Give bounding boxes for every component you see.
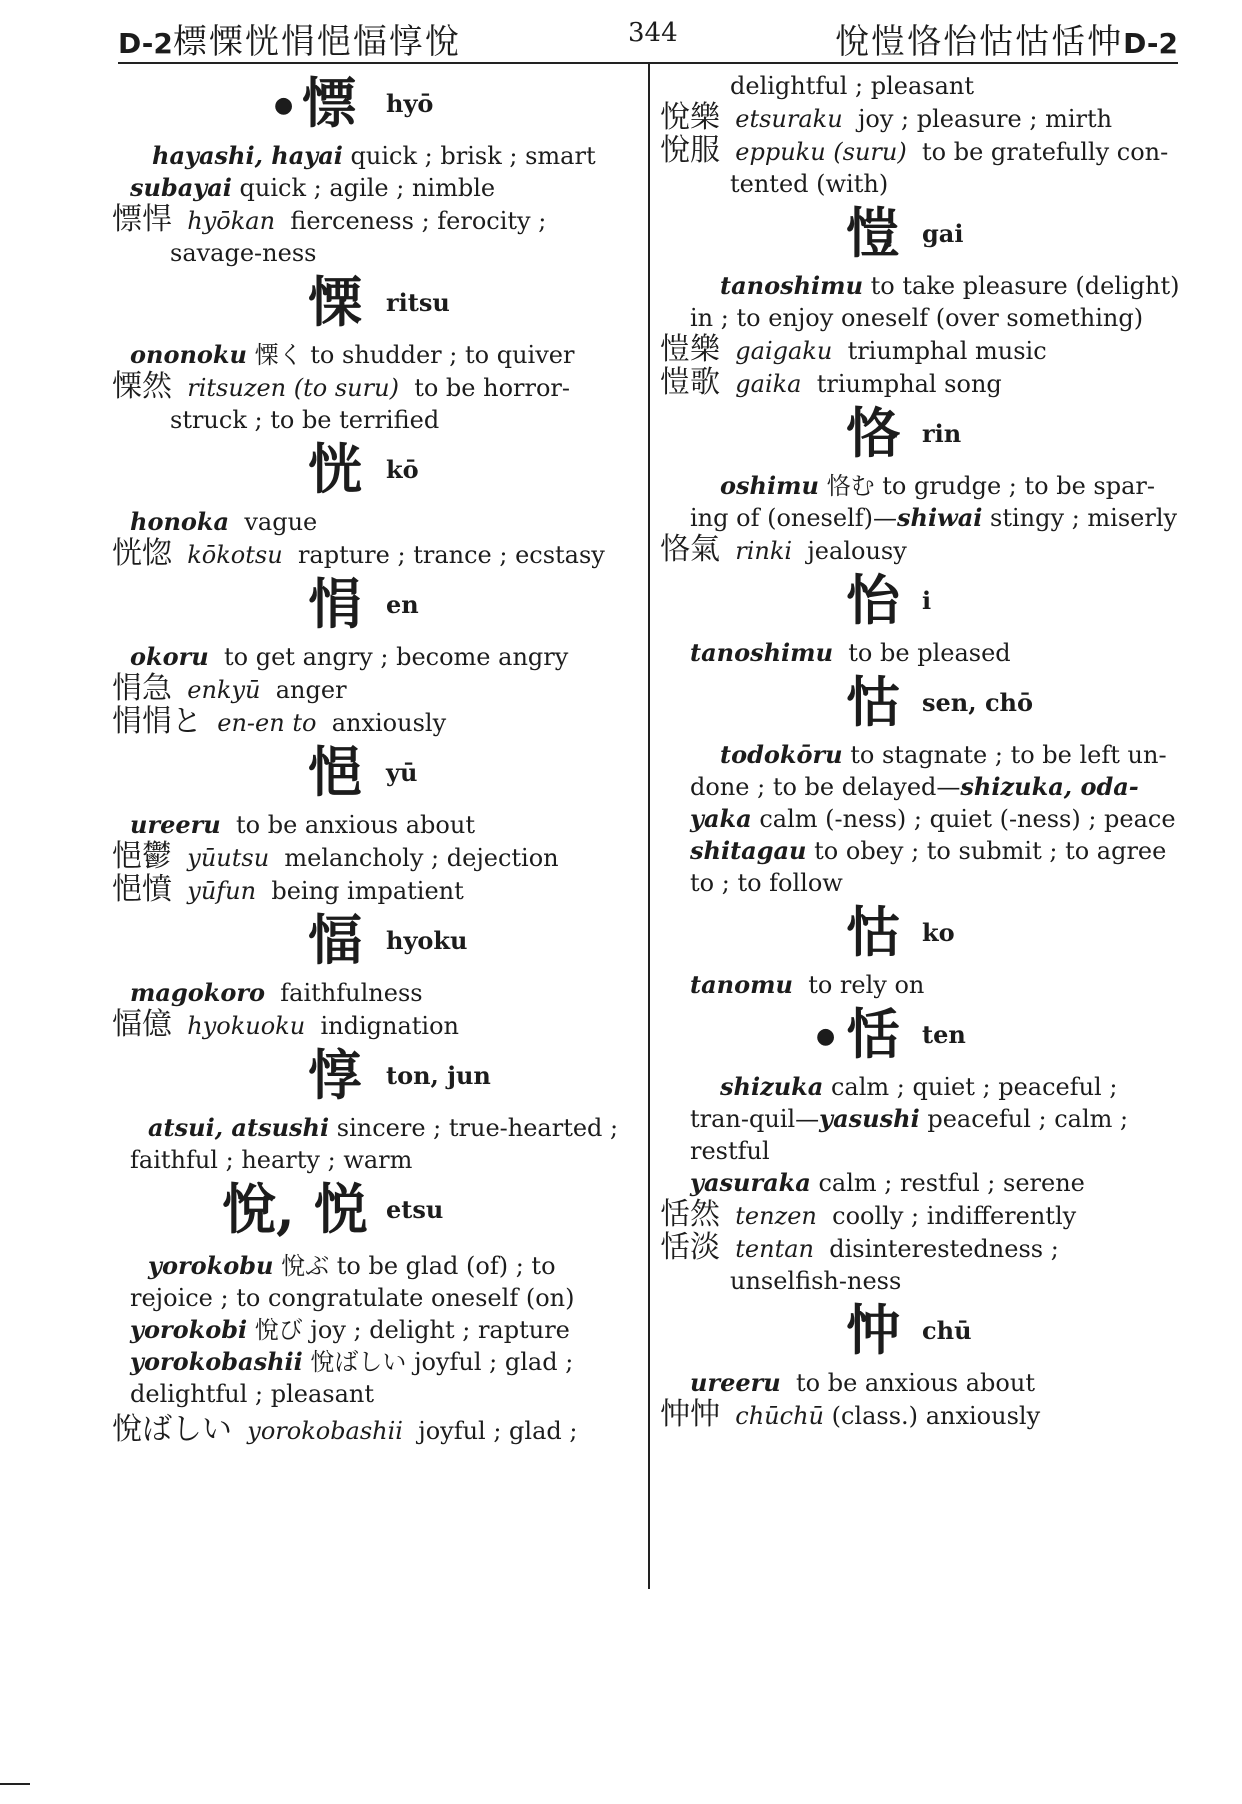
headword-kanji: 恍 bbox=[308, 437, 362, 501]
entry-line bbox=[112, 809, 632, 841]
entry-text: stingy ; miserly bbox=[990, 504, 1178, 532]
entry-text: calm (-ness) ; quiet (-ness) ; peace bbox=[759, 805, 1176, 833]
entry-line bbox=[660, 1367, 1180, 1399]
entry-line bbox=[660, 739, 1180, 835]
entry-text: 慓悍 bbox=[112, 202, 172, 237]
headword-kanji: 怡 bbox=[846, 568, 900, 632]
entry-text: etsuraku bbox=[735, 105, 843, 133]
entry-line bbox=[660, 1167, 1180, 1199]
entry-text: 悅服 bbox=[660, 133, 720, 168]
header-left-kanji: 標慄恍悁悒愊惇悅 bbox=[172, 22, 461, 62]
headword-romaji: gai bbox=[922, 219, 964, 248]
entry-text: to stagnate ; to be left un-done ; to be delayed— bbox=[690, 741, 1167, 801]
headword-kanji: 忡 bbox=[846, 1298, 900, 1362]
headword-kanji: 悅, 悦 bbox=[222, 1177, 368, 1241]
entry-text: anxiously bbox=[331, 709, 447, 737]
entry-text: 忡忡 bbox=[660, 1397, 720, 1432]
entry-text: anger bbox=[275, 676, 347, 704]
entry-text: to be glad (of) ; to rejoice ; to congratulate oneself (on) bbox=[130, 1252, 575, 1312]
entry-text: honoka bbox=[130, 507, 230, 536]
right-column bbox=[660, 70, 1180, 1432]
column-divider bbox=[648, 64, 650, 1589]
entry-line bbox=[112, 977, 632, 1009]
entry-text: yasushi bbox=[819, 1104, 920, 1133]
compound-entry bbox=[660, 1199, 1180, 1232]
entry-text: atsui, atsushi bbox=[148, 1113, 330, 1142]
entry-text: to be anxious about bbox=[796, 1369, 1035, 1397]
headword-ten bbox=[660, 1001, 1180, 1071]
entry-text: shizuka, oda-yaka bbox=[690, 772, 1139, 833]
entry-text: faithfulness bbox=[280, 979, 423, 1007]
headword-hyoku bbox=[112, 907, 632, 977]
entry-line bbox=[112, 1314, 632, 1346]
entry-text: being impatient bbox=[271, 877, 464, 905]
entry-text: 慄く bbox=[254, 341, 303, 369]
headword-kanji: 慄 bbox=[308, 270, 362, 334]
bullet-icon: ● bbox=[816, 1024, 836, 1049]
headword-kanji: 恪 bbox=[846, 401, 900, 465]
entry-text: fierceness ; ferocity ; savage-ness bbox=[170, 207, 547, 267]
compound-entry bbox=[112, 706, 632, 739]
entry-line bbox=[660, 969, 1180, 1001]
headword-romaji: ton, jun bbox=[386, 1061, 491, 1090]
entry-text: 悅ぶ bbox=[281, 1252, 330, 1280]
headword-romaji: kō bbox=[386, 455, 419, 484]
entry-text: tentan bbox=[735, 1235, 814, 1263]
entry-text: 恪氣 bbox=[660, 532, 720, 567]
headword-romaji: en bbox=[386, 590, 419, 619]
headword-romaji: chū bbox=[922, 1316, 972, 1345]
entry-line bbox=[112, 140, 632, 172]
left-column bbox=[112, 70, 632, 1447]
entry-text: 恬淡 bbox=[660, 1230, 720, 1265]
entry-text: sincere ; true-hearted ; faithful ; hearty ; warm bbox=[130, 1114, 619, 1174]
headword-ko2 bbox=[660, 899, 1180, 969]
headword-ritsu bbox=[112, 269, 632, 339]
entry-text: to be pleased bbox=[848, 639, 1011, 667]
header-left bbox=[118, 14, 461, 63]
headword-romaji: ten bbox=[922, 1020, 966, 1049]
entry-text: yūfun bbox=[187, 877, 257, 905]
entry-text: 愊億 bbox=[112, 1007, 172, 1042]
entry-text: 悁急 bbox=[112, 671, 172, 706]
entry-text: jealousy bbox=[807, 537, 907, 565]
entry-text: joy ; pleasure ; mirth bbox=[857, 105, 1113, 133]
margin-mark bbox=[0, 1783, 30, 1785]
entry-text: rapture ; trance ; ecstasy bbox=[297, 541, 605, 569]
entry-line bbox=[660, 470, 1180, 534]
entry-text: 愷歌 bbox=[660, 365, 720, 400]
headword-etsu bbox=[112, 1176, 632, 1250]
entry-text: 悁悁と bbox=[112, 704, 202, 739]
entry-text: tanoshimu bbox=[720, 271, 864, 300]
entry-text: calm ; restful ; serene bbox=[818, 1169, 1085, 1197]
entry-text: ureeru bbox=[130, 810, 221, 839]
headword-kanji: 愷 bbox=[846, 201, 900, 265]
compound-entry bbox=[660, 1232, 1180, 1297]
entry-text: peaceful ; calm ; restful bbox=[690, 1105, 1129, 1165]
headword-kanji: 恬 bbox=[846, 1002, 900, 1066]
entry-text: quick ; agile ; nimble bbox=[239, 174, 496, 202]
entry-text: 恪む bbox=[826, 472, 875, 500]
page-number: 344 bbox=[628, 18, 678, 48]
entry-text: yūutsu bbox=[187, 844, 270, 872]
compound-entry bbox=[112, 204, 632, 269]
entry-text: (class.) bbox=[831, 1402, 919, 1430]
entry-text: quick ; brisk ; smart bbox=[350, 142, 596, 170]
entry-text: shitagau bbox=[690, 836, 807, 865]
entry-text: hayashi, hayai bbox=[152, 141, 343, 170]
entry-text: rinki bbox=[735, 537, 793, 565]
entry-text: 愷樂 bbox=[660, 332, 720, 367]
headword-kanji: 悒 bbox=[308, 740, 362, 804]
entry-text: oshimu bbox=[720, 471, 819, 500]
bullet-icon: ● bbox=[274, 93, 294, 118]
entry-text: to be horror-struck ; to be terrified bbox=[170, 374, 571, 434]
continued-line: delightful ; pleasant bbox=[730, 72, 975, 100]
entry-line bbox=[660, 270, 1180, 334]
entry-text: vague bbox=[244, 508, 318, 536]
entry-text: 悅ばしい bbox=[112, 1412, 232, 1447]
entry-line bbox=[112, 506, 632, 538]
entry-line bbox=[112, 1250, 632, 1314]
entry-text: to take pleasure (delight) in ; to enjoy oneself (over something) bbox=[690, 272, 1180, 332]
compound-entry bbox=[660, 135, 1180, 200]
headword-yu bbox=[112, 739, 632, 809]
compound-entry bbox=[112, 371, 632, 436]
headword-romaji: hyō bbox=[386, 89, 434, 118]
entry-line bbox=[112, 172, 632, 204]
headword-romaji: etsu bbox=[386, 1195, 444, 1224]
headword-kanji: 悁 bbox=[308, 572, 362, 636]
entry-text: kōkotsu bbox=[187, 541, 283, 569]
header-right-kanji: 悅愷恪怡怙怙恬忡 bbox=[835, 22, 1124, 62]
entry-text: 慄然 bbox=[112, 369, 172, 404]
entry-text: hyokuoku bbox=[187, 1012, 306, 1040]
entry-text: yasuraka bbox=[690, 1168, 811, 1197]
entry-text: (to suru) bbox=[293, 374, 399, 402]
headword-romaji: hyoku bbox=[386, 926, 468, 955]
entry-text: to get angry ; become angry bbox=[224, 643, 569, 671]
compound-entry bbox=[660, 1399, 1180, 1432]
entry-text: 悒憤 bbox=[112, 872, 172, 907]
entry-text: ritsuzen bbox=[187, 374, 287, 402]
compound-entry bbox=[660, 367, 1180, 400]
headword-kanji: 怙 bbox=[846, 670, 900, 734]
entry-text: shiwai bbox=[897, 503, 983, 532]
section-code-left: D-2 bbox=[118, 27, 173, 60]
compound-entry bbox=[112, 673, 632, 706]
entry-text: 悅び bbox=[254, 1316, 303, 1344]
entry-text: ureeru bbox=[690, 1368, 781, 1397]
entry-text: to rely on bbox=[808, 971, 925, 999]
compound-entry bbox=[112, 874, 632, 907]
compound-entry bbox=[660, 334, 1180, 367]
headword-romaji: ritsu bbox=[386, 288, 450, 317]
headword-gai bbox=[660, 200, 1180, 270]
entry-text: enkyū bbox=[187, 676, 261, 704]
entry-text: anxiously bbox=[925, 1402, 1041, 1430]
entry-text: (suru) bbox=[833, 138, 907, 166]
entry-line bbox=[660, 835, 1180, 899]
compound-entry bbox=[112, 1414, 632, 1447]
entry-text: hyōkan bbox=[187, 207, 276, 235]
entry-text: coolly ; indifferently bbox=[832, 1202, 1077, 1230]
headword-ton bbox=[112, 1042, 632, 1112]
entry-text: 悅ばしい bbox=[310, 1348, 407, 1376]
headword-romaji: sen, chō bbox=[922, 688, 1034, 717]
entry-line bbox=[112, 1346, 632, 1410]
headword-rin bbox=[660, 400, 1180, 470]
entry-text: gaika bbox=[735, 370, 802, 398]
entry-text: to obey ; to submit ; to agree to ; to follow bbox=[690, 837, 1167, 897]
entry-text: joyful ; glad ; bbox=[418, 1417, 578, 1445]
entry-text: melancholy ; dejection bbox=[284, 844, 559, 872]
entry-line bbox=[112, 641, 632, 673]
entry-text: 悅樂 bbox=[660, 100, 720, 135]
section-code-right: D-2 bbox=[1123, 27, 1178, 60]
headword-romaji: rin bbox=[922, 419, 962, 448]
headword-kanji: 愊 bbox=[308, 908, 362, 972]
entry-text: shizuka bbox=[720, 1072, 824, 1101]
entry-text: to be anxious about bbox=[236, 811, 475, 839]
entry-line bbox=[112, 1112, 632, 1176]
entry-text: joyful ; glad ; delightful ; pleasant bbox=[130, 1348, 574, 1408]
entry-text: en-en to bbox=[217, 709, 317, 737]
entry-text: magokoro bbox=[130, 978, 266, 1007]
headword-romaji: i bbox=[922, 586, 932, 615]
compound-entry bbox=[112, 538, 632, 571]
entry-text: tanoshimu bbox=[690, 638, 834, 667]
entry-text: ononoku bbox=[130, 340, 247, 369]
entry-text: triumphal song bbox=[816, 370, 1002, 398]
entry-text: chūchū bbox=[735, 1402, 824, 1430]
headword-romaji: ko bbox=[922, 918, 955, 947]
entry-text: to be gratefully con-tented (with) bbox=[730, 138, 1169, 198]
entry-text: to shudder ; to quiver bbox=[310, 341, 575, 369]
entry-text: to grudge ; to be spar-ing of (oneself)— bbox=[690, 472, 1155, 532]
headword-ko bbox=[112, 436, 632, 506]
headword-kanji: 慓 bbox=[302, 71, 356, 135]
compound-entry bbox=[112, 841, 632, 874]
entry-text: calm ; quiet ; peaceful ; tran-quil— bbox=[690, 1073, 1118, 1133]
entry-text: subayai bbox=[130, 173, 232, 202]
header-right bbox=[835, 14, 1178, 63]
entry-text: eppuku bbox=[735, 138, 826, 166]
compound-entry bbox=[112, 1009, 632, 1042]
entry-line bbox=[112, 339, 632, 371]
entry-text: tenzen bbox=[735, 1202, 817, 1230]
entry-text: joy ; delight ; rapture bbox=[310, 1316, 570, 1344]
entry-text: yorokobu bbox=[148, 1251, 274, 1280]
page-header bbox=[118, 14, 1178, 62]
entry-text: okoru bbox=[130, 642, 209, 671]
entry-text: tanomu bbox=[690, 970, 793, 999]
headword-i bbox=[660, 567, 1180, 637]
entry-line bbox=[660, 637, 1180, 669]
headword-en bbox=[112, 571, 632, 641]
entry-text: yorokobashii bbox=[130, 1347, 303, 1376]
entry-text: yorokobi bbox=[130, 1315, 248, 1344]
headword-sen bbox=[660, 669, 1180, 739]
entry-text: 恬然 bbox=[660, 1197, 720, 1232]
compound-entry bbox=[660, 534, 1180, 567]
entry-text: disinterestedness ; unselfish-ness bbox=[730, 1235, 1059, 1295]
entry-text: indignation bbox=[320, 1012, 459, 1040]
headword-hyo bbox=[112, 70, 632, 140]
entry-text: gaigaku bbox=[735, 337, 833, 365]
headword-kanji: 怙 bbox=[846, 900, 900, 964]
entry-text: triumphal music bbox=[847, 337, 1047, 365]
headword-kanji: 惇 bbox=[308, 1043, 362, 1107]
entry-text: 恍惚 bbox=[112, 536, 172, 571]
headword-romaji: yū bbox=[386, 758, 418, 787]
headword-chu bbox=[660, 1297, 1180, 1367]
entry-text: 悒鬱 bbox=[112, 839, 172, 874]
entry-text: yorokobashii bbox=[247, 1417, 403, 1445]
compound-entry bbox=[660, 102, 1180, 135]
entry-line bbox=[660, 1071, 1180, 1167]
entry-text: todokōru bbox=[720, 740, 843, 769]
